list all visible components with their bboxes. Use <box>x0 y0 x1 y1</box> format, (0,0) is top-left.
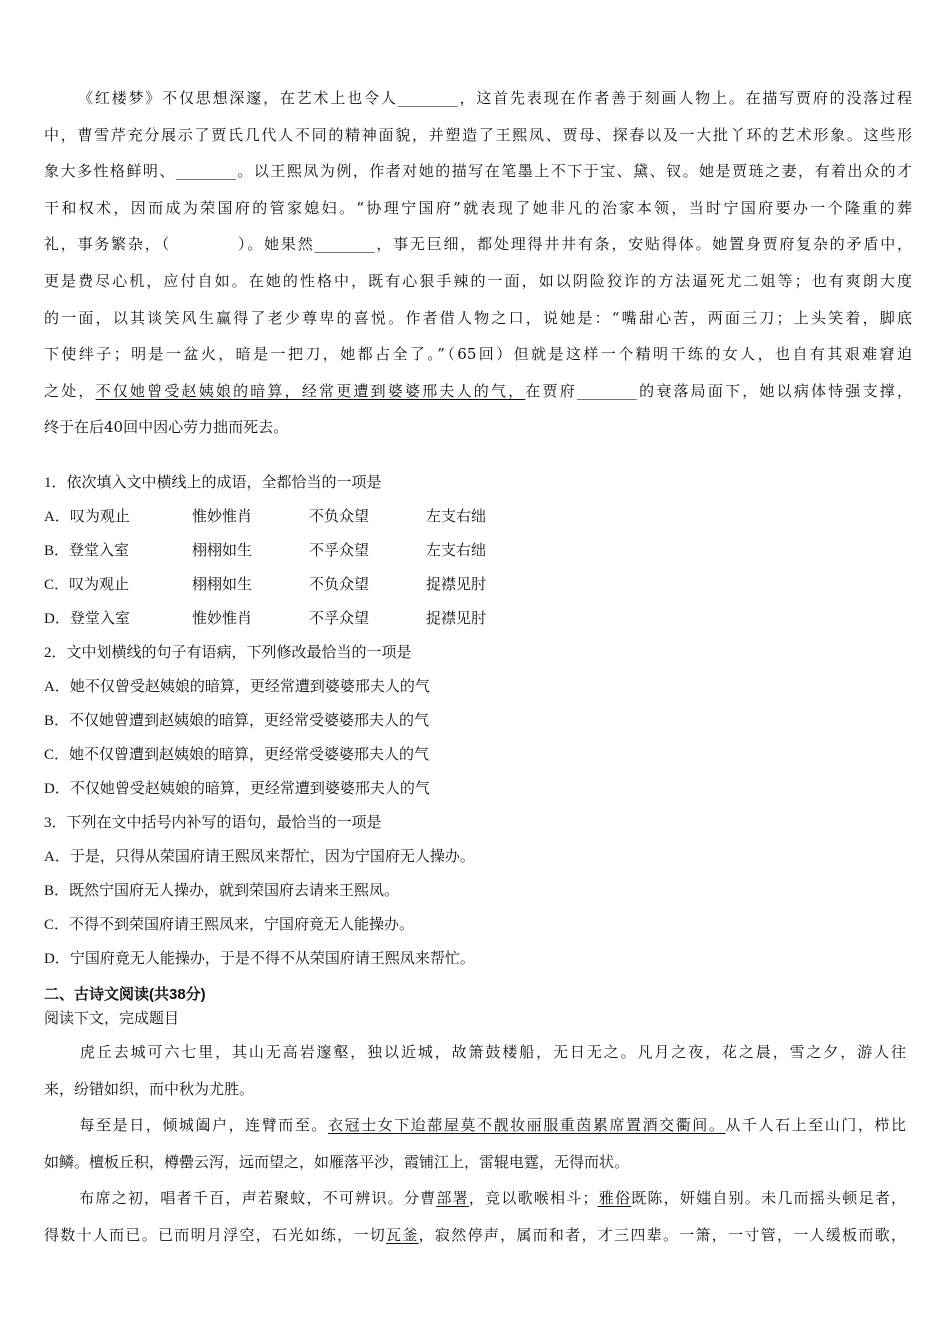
classical-p3-line-1 <box>44 1180 906 1217</box>
classical-p3-l2-start: 得数十人而已。已而明月浮空，石光如练，一切 <box>44 1225 387 1244</box>
passage-line-1: 《红楼梦》不仅思想深邃，在艺术上也令人________，这首先表现在作者善于刻画人物上。在描写贾府的没落过程 <box>78 89 912 107</box>
passage-line-5: 礼，事务繁杂，（ ）。她果然________，事无巨细，都处理得井井有条，安贴得体。她置身贾府复杂的矛盾中， <box>44 235 912 254</box>
classical-p1-line-2: 来，纷错如织，而中秋为尤胜。 <box>44 1079 255 1098</box>
passage-line-7: 的一面，以其谈笑风生赢得了老少尊卑的喜悦。作者借人物之口，说她是：“嘴甜心苦，两面三刀；上头笑着，脚底 <box>44 308 912 327</box>
classical-p3-l2-end: ，寂然停声，属而和者，才三四辈。一箫，一寸管，一人缓板而歌， <box>418 1225 906 1244</box>
passage-line-6: 更是费尽心机，应付自如。在她的性格中，既有心狠手辣的一面，如以阴险狡诈的方法逼死尤二姐等；也有爽朗大度 <box>44 271 912 290</box>
classical-p3-line-2 <box>44 1217 906 1254</box>
passage-line-9-start: 之处， <box>44 381 96 400</box>
option-word-4: 捉襟见肘 <box>426 577 487 593</box>
classical-p2-start: 每至是日，倾城阖户，连臂而至。 <box>78 1116 328 1134</box>
option-word-1: D．登堂入室 <box>44 611 130 627</box>
question-2-stem: 2．文中划横线的句子有语病，下列修改最恰当的一项是 <box>44 645 412 661</box>
question-block <box>44 466 914 976</box>
classical-p1-line-1 <box>44 1034 906 1071</box>
section-instruction: 阅读下文，完成题目 <box>44 1011 180 1027</box>
question-3-option-d[interactable]: D．宁国府竟无人能操办，于是不得不从荣国府请王熙凤来帮忙。 <box>44 951 475 967</box>
classical-p2-end: 从千人石上至山门，栉比 <box>725 1116 906 1134</box>
underlined-word-wafu: 瓦釜 <box>386 1225 419 1244</box>
option-word-3: 不孚众望 <box>309 543 370 559</box>
section-heading: 二、古诗文阅读(共38分) <box>44 986 206 1003</box>
option-word-2: 栩栩如生 <box>192 577 253 593</box>
question-2-option-a[interactable]: A．她不仅曾受赵姨娘的暗算，更经常遭到婆婆邢夫人的气 <box>44 679 430 695</box>
option-word-4: 左支右绌 <box>426 543 487 559</box>
reading-passage <box>44 80 912 446</box>
question-3-option-b[interactable]: B．既然宁国府无人操办，就到荣国府去请来王熙凤。 <box>44 883 400 899</box>
classical-underlined-sentence: 衣冠士女下迨蔀屋莫不靓妆丽服重茵累席置酒交衢间。 <box>327 1116 726 1134</box>
passage-line-10: 终于在后40回中因心劳力拙而死去。 <box>44 418 289 437</box>
option-word-2: 惟妙惟肖 <box>192 509 253 525</box>
underlined-word-yasu: 雅俗 <box>597 1189 632 1207</box>
question-1-option-d[interactable] <box>44 602 914 636</box>
underlined-word-bushu: 部署 <box>436 1189 469 1207</box>
option-word-2: 惟妙惟肖 <box>192 611 253 627</box>
classical-p2-line-1 <box>44 1107 906 1144</box>
option-word-1: B．登堂入室 <box>44 543 130 559</box>
question-1-stem: 1．依次填入文中横线上的成语，全都恰当的一项是 <box>44 475 382 491</box>
question-3-option-a[interactable]: A．于是，只得从荣国府请王熙凤来帮忙，因为宁国府无人操办。 <box>44 849 475 865</box>
option-word-3: 不负众望 <box>309 509 370 525</box>
classical-p2-line-2: 如鳞。檀板丘积，樽罍云泻，远而望之，如雁落平沙，霞铺江上，雷辊电霆，无得而状。 <box>44 1152 630 1171</box>
passage-line-9 <box>44 373 912 410</box>
passage-line-8: 下使绊子；明是一盆火，暗是一把刀，她都占全了。”（65回）但就是这样一个精明干练的女人，也自有其艰难窘迫 <box>44 345 912 364</box>
passage-line-3: 象大多性格鲜明、________。以王熙凤为例，作者对她的描写在笔墨上不下于宝、黛、钗。她是贾琏之妻，有着出众的才 <box>44 162 912 181</box>
option-word-3: 不孚众望 <box>309 611 370 627</box>
classical-p3-mid: ，竞以歌喉相斗； <box>468 1189 598 1207</box>
classical-text <box>44 1034 906 1253</box>
underlined-sentence: 不仅她曾受赵姨娘的暗算，经常更遭到婆婆邢夫人的气， <box>95 381 526 400</box>
option-word-3: 不负众望 <box>309 577 370 593</box>
option-word-2: 栩栩如生 <box>192 543 253 559</box>
option-word-1: C．叹为观止 <box>44 577 130 593</box>
passage-line-4: 干和权术，因而成为荣国府的管家媳妇。“协理宁国府”就表现了她非凡的治家本领，当时宁国府要办一个隆重的葬 <box>44 198 912 217</box>
question-1-option-c[interactable] <box>44 568 914 602</box>
question-3-stem: 3．下列在文中括号内补写的语句，最恰当的一项是 <box>44 815 382 831</box>
option-word-1: A．叹为观止 <box>44 509 130 525</box>
classical-p1-text: 虎丘去城可六七里，其山无高岩邃壑，独以近城，故箫鼓楼船，无日无之。凡月之夜，花之晨，雪之夕，游人往 <box>78 1043 906 1061</box>
option-word-4: 左支右绌 <box>426 509 487 525</box>
passage-line-9-end: 在贾府________的衰落局面下，她以病体恃强支撑， <box>525 381 912 400</box>
question-2-option-b[interactable]: B．不仅她曾遭到赵姨娘的暗算，更经常受婆婆邢夫人的气 <box>44 713 430 729</box>
question-3-option-c[interactable]: C．不得不到荣国府请王熙凤来，宁国府竟无人能操办。 <box>44 917 415 933</box>
classical-p3-end: 既陈，妍媸自别。未几而摇头顿足者， <box>631 1189 906 1207</box>
question-2-option-c[interactable]: C．她不仅曾遭到赵姨娘的暗算，更经常受婆婆邢夫人的气 <box>44 747 430 763</box>
question-2-option-d[interactable]: D．不仅她曾受赵姨娘的暗算，更经常遭到婆婆邢夫人的气 <box>44 781 430 797</box>
classical-p3-start: 布席之初，唱者千百，声若聚蚊，不可辨识。分曹 <box>78 1189 437 1207</box>
passage-line-2: 中，曹雪芹充分展示了贾氏几代人不同的精神面貌，并塑造了王熙凤、贾母、探春以及一大批丫环的艺术形象。这些形 <box>44 125 912 144</box>
question-1-option-b[interactable] <box>44 534 914 568</box>
option-word-4: 捉襟见肘 <box>426 611 487 627</box>
question-1-option-a[interactable] <box>44 500 914 534</box>
